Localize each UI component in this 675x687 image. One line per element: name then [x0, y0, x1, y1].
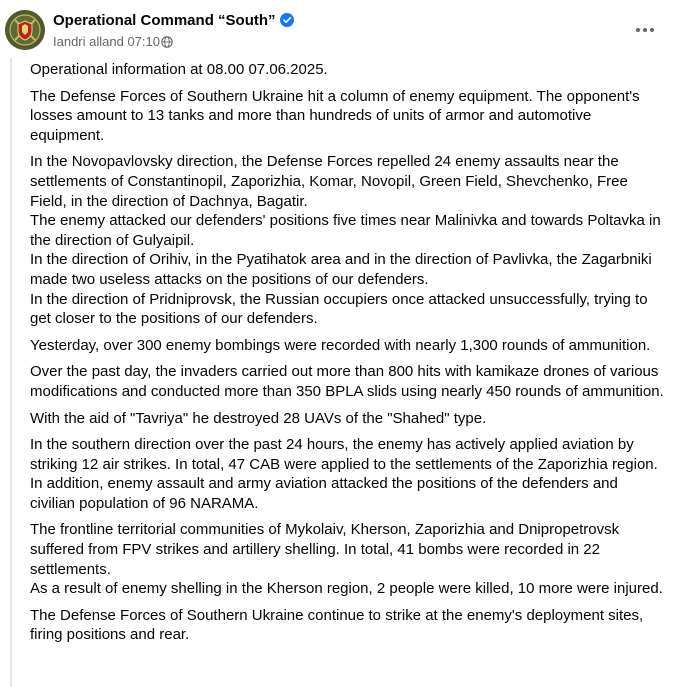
author-name-text[interactable]: Operational Command “South”: [53, 12, 276, 29]
post-paragraph: The Defense Forces of Southern Ukraine hit a column of enemy equipment. The opponent's losses amount to 13 tanks and more than hundreds of units of armor and automotive equipment.: [30, 87, 640, 144]
post-paragraph: In the southern direction over the past 24 hours, the enemy has actively applied aviation by striking 12 air strikes. In total, 47 CAB were applied to the settlements of the Zaporizhia region. In addition, enemy assault and army aviation attacked the positions of the defenders and civilian population of 96 NARAMA.: [30, 436, 658, 512]
post-paragraph: With the aid of "Tavriya" he destroyed 28 UAVs of the "Shahed" type.: [30, 409, 487, 427]
left-rule-divider: [10, 58, 12, 687]
post-paragraph: The frontline territorial communities of Mykolaiv, Kherson, Zaporizhia and Dnipropetrovsk suffered from FPV strikes and artillery shelling. In total, 41 bombs were recorded in 22 settlements. As a result of enemy shelling in the Kherson region, 2 people were killed, 10 more were injured.: [30, 521, 663, 598]
post-paragraph: Over the past day, the invaders carried out more than 800 hits with kamikaze drones of various modifications and conducted more than 350 BPLA slids using nearly 450 rounds of ammunition.: [30, 363, 664, 400]
globe-icon: [161, 36, 173, 48]
post-paragraph: Operational information at 08.00 07.06.2025.: [30, 61, 328, 78]
post-paragraph: In the Novopavlovsky direction, the Defense Forces repelled 24 enemy assaults near the settlements of Constantinopil, Zaporizhia, Komar, Novopil, Green Field, Shevchenko, Free Field, in the direction of Dachnya, Bagatir. The enemy attacked our defenders' positions five times near Malinivka and towards Poltavka in the direction of Gulyaipil. In the direction of Orihiv, in the Pyatihatok area and in the direction of Pavlivka, the Zagarbniki made two useless attacks on the positions of our defenders. In the direction of Pridniprovsk, the Russian occupiers once attacked unsuccessfully, trying to get closer to the positions of our defenders.: [30, 153, 661, 328]
more-options-icon: [636, 28, 640, 32]
post-paragraph: The Defense Forces of Southern Ukraine continue to strike at the enemy's deployment sites, firing positions and rear.: [30, 606, 644, 644]
post-body: [30, 60, 665, 652]
more-options-button[interactable]: [627, 18, 663, 42]
military-emblem-icon: [5, 10, 45, 50]
verified-badge-icon: [280, 13, 294, 27]
post-header: [0, 0, 675, 60]
author-name[interactable]: [53, 11, 294, 31]
post-meta: [53, 33, 173, 51]
avatar[interactable]: [5, 10, 45, 50]
post-timestamp[interactable]: Iandri alland 07:10: [53, 34, 160, 49]
post-paragraph: Yesterday, over 300 enemy bombings were recorded with nearly 1,300 rounds of ammunition.: [30, 336, 651, 354]
